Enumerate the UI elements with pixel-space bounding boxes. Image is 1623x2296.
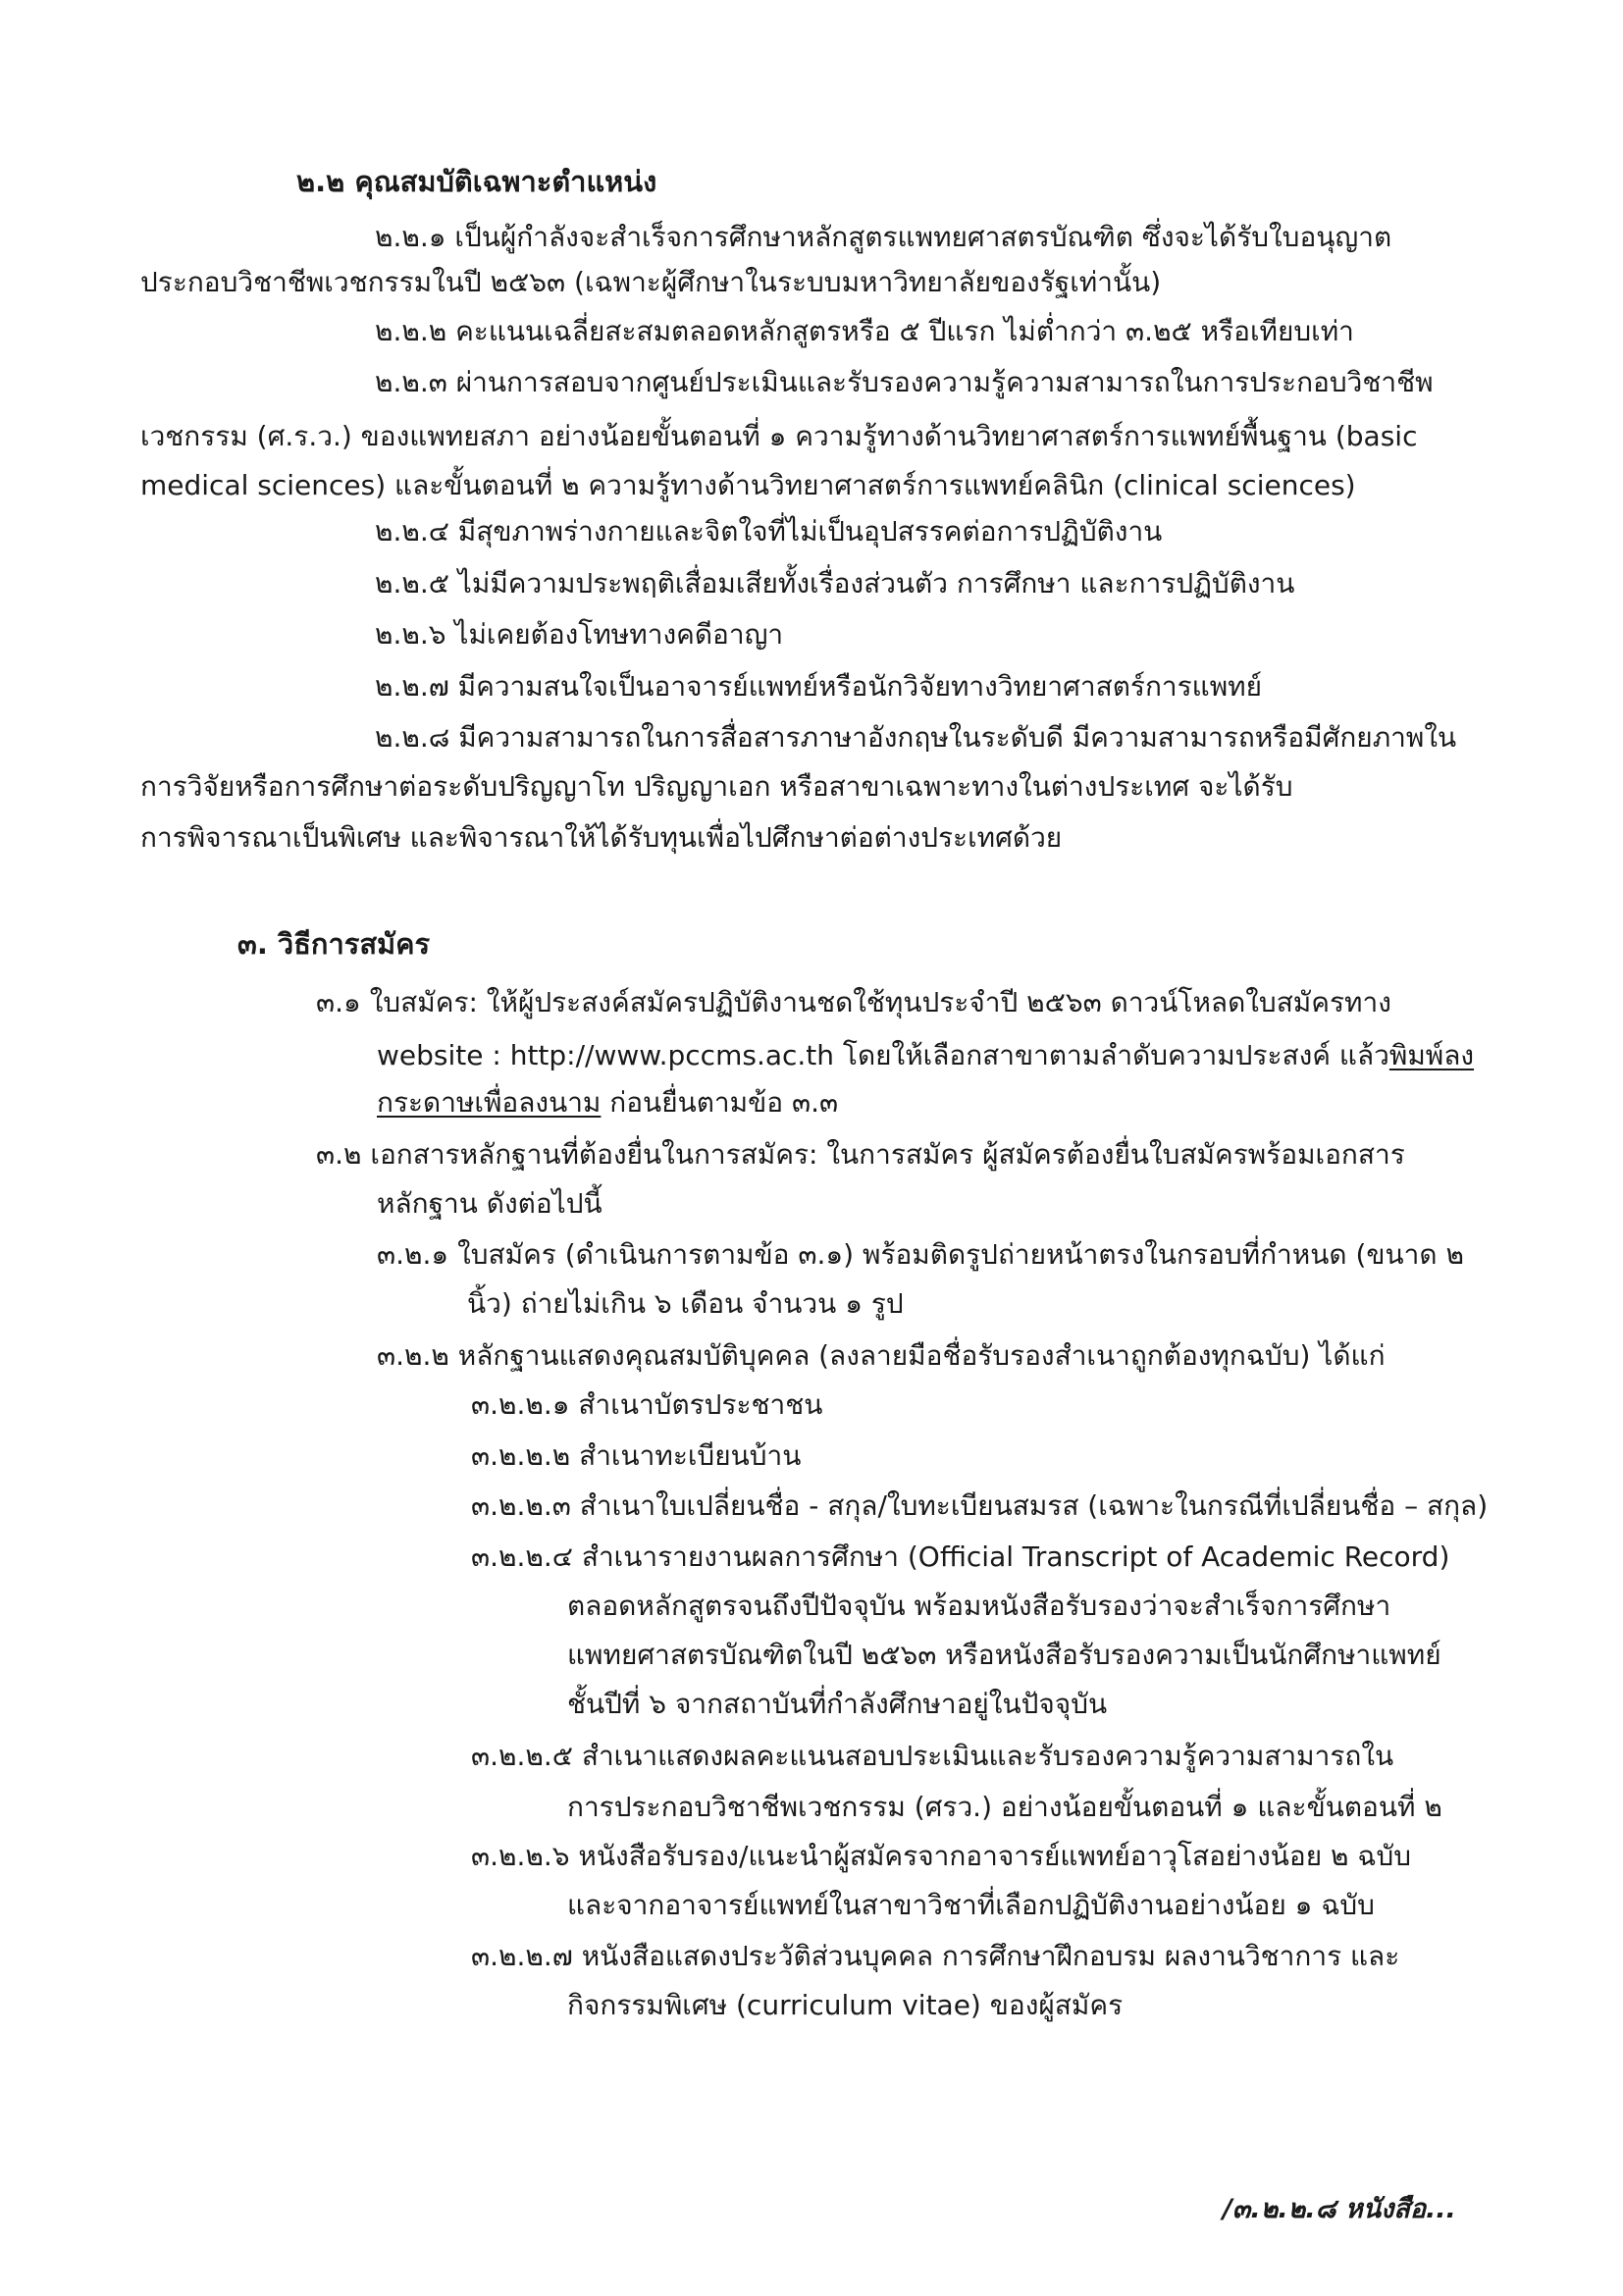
item-2-2-2: ๒.๒.๒ คะแนนเฉลี่ยสะสมตลอดหลักสูตรหรือ ๕ ปีแรก ไม่ต่ำกว่า ๓.๒๕ หรือเทียบเท่า xyxy=(375,315,1354,347)
item-2-2-4: ๒.๒.๔ มีสุขภาพร่างกายและจิตใจที่ไม่เป็นอุปสรรคต่อการปฏิบัติงาน xyxy=(375,515,1163,548)
item-2-2-6: ๒.๒.๖ ไม่เคยต้องโทษทางคดีอาญา xyxy=(375,618,784,651)
section-2-2-heading: ๒.๒ คุณสมบัติเฉพาะตำแหน่ง xyxy=(296,165,657,198)
doc-3-2-2-7-line-1: ๓.๒.๒.๗ หนังสือแสดงประวัติส่วนบุคคล การศึกษาฝึกอบรม ผลงานวิชาการ และ xyxy=(471,1940,1400,1972)
item-2-2-8-line-3: การพิจารณาเป็นพิเศษ และพิจารณาให้ได้รับทุนเพื่อไปศึกษาต่อต่างประเทศด้วย xyxy=(140,821,1063,854)
doc-3-2-2-3: ๓.๒.๒.๓ สำเนาใบเปลี่ยนชื่อ - สกุล/ใบทะเบียนสมรส (เฉพาะในกรณีที่เปลี่ยนชื่อ – สกุล) xyxy=(471,1489,1489,1522)
item-2-2-8-line-1: ๒.๒.๘ มีความสามารถในการสื่อสารภาษาอังกฤษในระดับดี มีความสามารถหรือมีศักยภาพใน xyxy=(375,721,1457,754)
item-3-1-underlined-print: พิมพ์ลง xyxy=(1388,1039,1475,1071)
doc-3-2-2-5-line-1: ๓.๒.๒.๕ สำเนาแสดงผลคะแนนสอบประเมินและรับรองความรู้ความสามารถใน xyxy=(471,1740,1394,1772)
doc-3-2-2-5-line-2: การประกอบวิชาชีพเวชกรรม (ศรว.) อย่างน้อยขั้นตอนที่ ๑ และขั้นตอนที่ ๒ xyxy=(567,1791,1442,1823)
item-2-2-8-line-2: การวิจัยหรือการศึกษาต่อระดับปริญญาโท ปริญญาเอก หรือสาขาเฉพาะทางในต่างประเทศ จะได้รับ xyxy=(140,770,1293,803)
doc-3-2-2-6-line-2: และจากอาจารย์แพทย์ในสาขาวิชาที่เลือกปฏิบัติงานอย่างน้อย ๑ ฉบับ xyxy=(567,1889,1375,1921)
doc-3-2-2-1: ๓.๒.๒.๑ สำเนาบัตรประชาชน xyxy=(471,1388,823,1421)
doc-3-2-2-4-line-1: ๓.๒.๒.๔ สำเนารายงานผลการศึกษา (Official Transcript of Academic Record) xyxy=(471,1540,1450,1573)
item-2-2-7: ๒.๒.๗ มีความสนใจเป็นอาจารย์แพทย์หรือนักวิจัยทางวิทยาศาสตร์การแพทย์ xyxy=(375,670,1263,703)
doc-3-2-2-7-line-2: กิจกรรมพิเศษ (curriculum vitae) ของผู้สมัคร xyxy=(567,1989,1124,2021)
doc-3-2-2-6-line-1: ๓.๒.๒.๖ หนังสือรับรอง/แนะนำผู้สมัครจากอาจารย์แพทย์อาวุโสอย่างน้อย ๒ ฉบับ xyxy=(471,1840,1412,1872)
continuation-footer: /๓.๒.๒.๘ หนังสือ... xyxy=(1223,2194,1456,2224)
section-3-heading: ๓. วิธีการสมัคร xyxy=(237,927,431,961)
doc-3-2-2-4-line-2: ตลอดหลักสูตรจนถึงปีปัจจุบัน พร้อมหนังสือรับรองว่าจะสำเร็จการศึกษา xyxy=(567,1590,1391,1622)
item-3-1-line-2-text: website : http://www.pccms.ac.th โดยให้เลือกสาขาตามลำดับความประสงค์ แล้ว xyxy=(377,1039,1389,1071)
doc-3-2-2-4-line-3: แพทยศาสตรบัณฑิตในปี ๒๕๖๓ หรือหนังสือรับรองความเป็นนักศึกษาแพทย์ xyxy=(567,1639,1441,1671)
item-2-2-5: ๒.๒.๕ ไม่มีความประพฤติเสื่อมเสียทั้งเรื่องส่วนตัว การศึกษา และการปฏิบัติงาน xyxy=(375,567,1295,600)
item-2-2-1-line-2: ประกอบวิชาชีพเวชกรรมในปี ๒๕๖๓ (เฉพาะผู้ศึกษาในระบบมหาวิทยาลัยของรัฐเท่านั้น) xyxy=(140,266,1162,298)
doc-3-2-2-2: ๓.๒.๒.๒ สำเนาทะเบียนบ้าน xyxy=(471,1439,802,1472)
item-3-1-line-2 xyxy=(377,1036,1474,1075)
item-3-1-underlined-sign: กระดาษเพื่อลงนาม xyxy=(377,1086,602,1119)
item-3-2-line-2: หลักฐาน ดังต่อไปนี้ xyxy=(377,1187,602,1220)
item-3-2-2: ๓.๒.๒ หลักฐานแสดงคุณสมบัติบุคคล (ลงลายมือชื่อรับรองสำเนาถูกต้องทุกฉบับ) ได้แก่ xyxy=(377,1339,1386,1372)
item-2-2-3-line-2: เวชกรรม (ศ.ร.ว.) ของแพทยสภา อย่างน้อยขั้นตอนที่ ๑ ความรู้ทางด้านวิทยาศาสตร์การแพทย์พื้นฐาน (basic xyxy=(140,420,1418,452)
item-3-1-line-3 xyxy=(377,1083,838,1122)
item-3-2-line-1: ๓.๒ เอกสารหลักฐานที่ต้องยื่นในการสมัคร: ในการสมัคร ผู้สมัครต้องยื่นใบสมัครพร้อมเอกสาร xyxy=(316,1138,1405,1171)
item-2-2-3-line-3: medical sciences) และขั้นตอนที่ ๒ ความรู้ทางด้านวิทยาศาสตร์การแพทย์คลินิก (clinical sciences) xyxy=(140,469,1356,501)
doc-3-2-2-4-line-4: ชั้นปีที่ ๖ จากสถาบันที่กำลังศึกษาอยู่ในปัจจุบัน xyxy=(567,1688,1108,1720)
item-3-2-1-line-1: ๓.๒.๑ ใบสมัคร (ดำเนินการตามข้อ ๓.๑) พร้อมติดรูปถ่ายหน้าตรงในกรอบที่กำหนด (ขนาด ๒ xyxy=(377,1238,1464,1271)
item-3-1-line-3-text: ก่อนยื่นตามข้อ ๓.๓ xyxy=(601,1086,839,1119)
item-3-1-line-1: ๓.๑ ใบสมัคร: ให้ผู้ประสงค์สมัครปฏิบัติงานชดใช้ทุนประจำปี ๒๕๖๓ ดาวน์โหลดใบสมัครทาง xyxy=(316,986,1391,1018)
item-2-2-3-line-1: ๒.๒.๓ ผ่านการสอบจากศูนย์ประเมินและรับรองความรู้ความสามารถในการประกอบวิชาชีพ xyxy=(375,366,1434,398)
item-2-2-1-line-1: ๒.๒.๑ เป็นผู้กำลังจะสำเร็จการศึกษาหลักสูตรแพทยศาสตรบัณฑิต ซึ่งจะได้รับใบอนุญาต xyxy=(375,221,1392,253)
item-3-2-1-line-2: นิ้ว) ถ่ายไม่เกิน ๖ เดือน จำนวน ๑ รูป xyxy=(467,1287,904,1320)
